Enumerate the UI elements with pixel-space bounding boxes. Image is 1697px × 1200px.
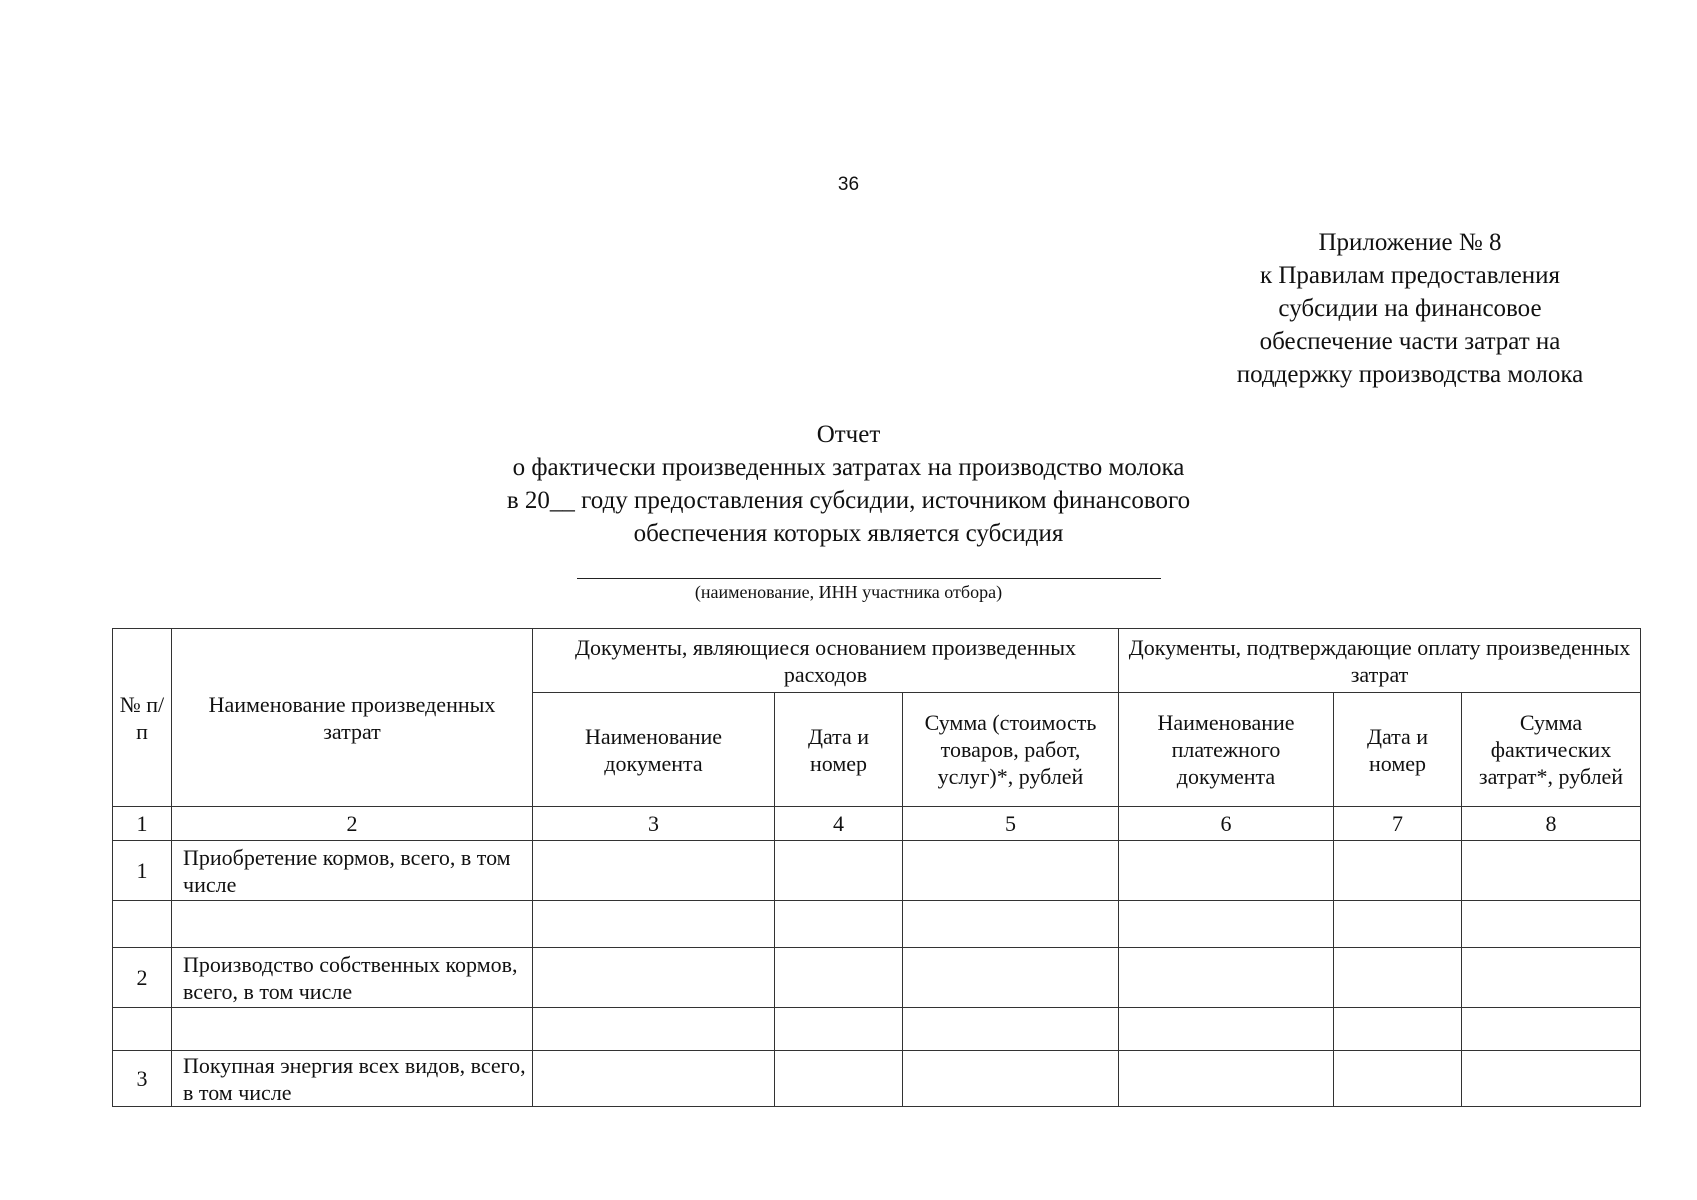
row-number — [113, 1008, 172, 1051]
empty-cell — [1462, 1008, 1641, 1051]
empty-cell — [775, 1008, 903, 1051]
table-row — [113, 1008, 1641, 1051]
table-row — [113, 948, 1641, 1008]
empty-cell — [903, 1008, 1119, 1051]
empty-cell — [1334, 901, 1462, 948]
empty-cell — [903, 948, 1119, 1008]
empty-cell — [1462, 1051, 1641, 1107]
column-number: 4 — [775, 807, 903, 841]
report-subtitle-line: в 20__ году предоставления субсидии, источником финансового — [506, 487, 1191, 514]
empty-cell — [1119, 1051, 1334, 1107]
row-number: 2 — [113, 948, 172, 1008]
row-cost-name: Покупная энергия всех видов, всего, в том числе — [172, 1051, 533, 1107]
empty-cell — [1462, 901, 1641, 948]
report-subtitle-line: обеспечения которых является субсидия — [633, 520, 1064, 547]
header-payment-doc-name: Наименование платежного документа — [1119, 693, 1334, 807]
column-number: 1 — [113, 807, 172, 841]
participant-caption: (наименование, ИНН участника отбора) — [694, 582, 1003, 602]
empty-cell — [1119, 841, 1334, 901]
empty-cell — [775, 901, 903, 948]
report-title — [0, 418, 1697, 550]
empty-cell — [1119, 948, 1334, 1008]
header-no: № п/п — [113, 629, 172, 807]
column-number: 7 — [1334, 807, 1462, 841]
report-subtitle-line: о фактически произведенных затратах на производство молока — [512, 454, 1185, 481]
column-number: 2 — [172, 807, 533, 841]
empty-cell — [1334, 1008, 1462, 1051]
column-number-row — [113, 807, 1641, 841]
empty-cell — [1462, 948, 1641, 1008]
empty-cell — [1119, 901, 1334, 948]
column-number: 8 — [1462, 807, 1641, 841]
empty-cell — [903, 841, 1119, 901]
empty-cell — [533, 948, 775, 1008]
row-number: 1 — [113, 841, 172, 901]
empty-cell — [775, 948, 903, 1008]
column-number: 6 — [1119, 807, 1334, 841]
table-row — [113, 1051, 1641, 1107]
empty-cell — [1334, 841, 1462, 901]
empty-cell — [1462, 841, 1641, 901]
header-actual-sum: Сумма фактических затрат*, рублей — [1462, 693, 1641, 807]
empty-cell — [1334, 1051, 1462, 1107]
appendix-block — [1200, 226, 1620, 391]
empty-cell — [533, 841, 775, 901]
appendix-line: поддержку производства молока — [1236, 361, 1584, 388]
header-group-payment: Документы, подтверждающие оплату произведенных затрат — [1119, 629, 1641, 693]
row-number — [113, 901, 172, 948]
participant-fill-line — [577, 578, 1161, 579]
page-number: 36 — [837, 174, 860, 195]
row-number: 3 — [113, 1051, 172, 1107]
header-cost-name: Наименование произведенных затрат — [172, 629, 533, 807]
empty-cell — [533, 1051, 775, 1107]
header-basis-doc-name: Наименование документа — [533, 693, 775, 807]
appendix-line: обеспечение части затрат на — [1259, 328, 1561, 355]
row-cost-name: Приобретение кормов, всего, в том числе — [172, 841, 533, 901]
report-heading: Отчет — [816, 421, 881, 448]
report-table — [112, 628, 1641, 1107]
table-row — [113, 901, 1641, 948]
appendix-line: к Правилам предоставления — [1259, 262, 1561, 289]
row-cost-name — [172, 901, 533, 948]
empty-cell — [533, 1008, 775, 1051]
empty-cell — [1119, 1008, 1334, 1051]
header-basis-sum: Сумма (стоимость товаров, работ, услуг)*, рублей — [903, 693, 1119, 807]
header-basis-date-number: Дата и номер — [775, 693, 903, 807]
header-group-basis: Документы, являющиеся основанием произведенных расходов — [533, 629, 1119, 693]
appendix-line: субсидии на финансовое — [1278, 295, 1542, 322]
table-row — [113, 841, 1641, 901]
empty-cell — [533, 901, 775, 948]
empty-cell — [903, 1051, 1119, 1107]
empty-cell — [775, 1051, 903, 1107]
empty-cell — [903, 901, 1119, 948]
empty-cell — [1334, 948, 1462, 1008]
column-number: 3 — [533, 807, 775, 841]
empty-cell — [775, 841, 903, 901]
header-payment-date-number: Дата и номер — [1334, 693, 1462, 807]
appendix-line: Приложение № 8 — [1318, 229, 1502, 256]
column-number: 5 — [903, 807, 1119, 841]
row-cost-name — [172, 1008, 533, 1051]
row-cost-name: Производство собственных кормов, всего, в том числе — [172, 948, 533, 1008]
